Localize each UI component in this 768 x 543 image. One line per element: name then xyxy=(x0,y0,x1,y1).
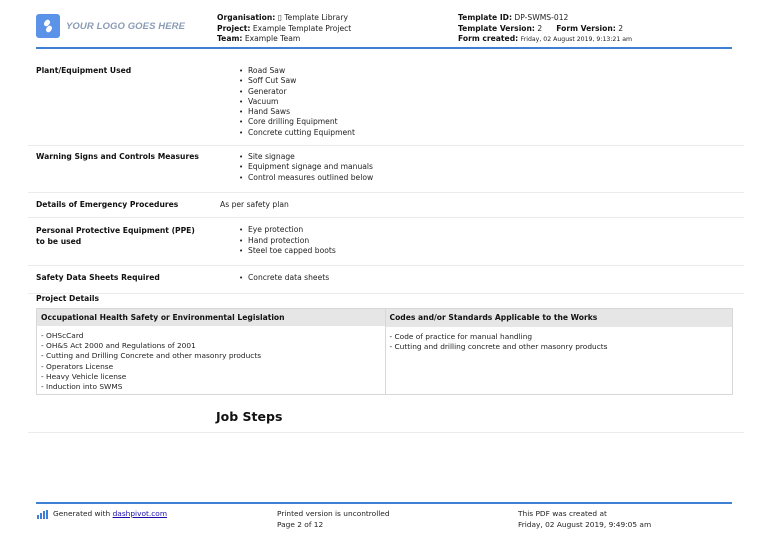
field-row-plant-equipment xyxy=(28,60,744,146)
list-item: - OH&S Act 2000 and Regulations of 2001 xyxy=(41,341,196,351)
organisation-value: ▯ Template Library xyxy=(277,13,348,22)
list-item: • Road Saw xyxy=(239,66,736,76)
column-body xyxy=(386,327,733,357)
list-item: • Steel toe capped boots xyxy=(239,246,736,256)
team-label: Team: xyxy=(217,34,243,43)
template-id-value: DP-SWMS-012 xyxy=(514,13,569,22)
codes-standards-column xyxy=(385,309,733,394)
template-id-line xyxy=(458,13,632,24)
list-item: • Core drilling Equipment xyxy=(239,117,736,127)
bullet-list xyxy=(220,152,736,183)
field-value xyxy=(220,66,736,138)
project-value: Example Template Project xyxy=(252,23,352,33)
column-header: Codes and/or Standards Applicable to the Works xyxy=(386,309,733,327)
list-item: - Code of practice for manual handling xyxy=(389,332,533,341)
swms-fields xyxy=(28,60,744,294)
project-details-table xyxy=(36,308,733,395)
list-item: • Equipment signage and manuals xyxy=(239,162,736,172)
column-body xyxy=(37,326,385,397)
list-item: • Concrete cutting Equipment xyxy=(239,128,736,138)
header-meta-right xyxy=(458,13,632,46)
company-logo xyxy=(36,14,185,38)
form-version-label: Form Version: xyxy=(556,23,616,33)
field-value xyxy=(220,152,736,183)
list-item: • Concrete data sheets xyxy=(239,273,736,283)
team-line xyxy=(217,34,351,45)
footer-pdf-created xyxy=(518,509,651,530)
bullet-list xyxy=(220,225,736,256)
team-value: Example Team xyxy=(244,34,301,43)
list-item: - Operators License xyxy=(41,361,114,371)
field-row-safety-data-sheets xyxy=(28,266,744,294)
dashpivot-bars-icon xyxy=(37,510,48,519)
field-value xyxy=(220,225,736,256)
pdf-created-label: This PDF was created at xyxy=(518,509,607,518)
field-row-ppe xyxy=(28,218,744,266)
dashpivot-link[interactable]: dashpivot.com xyxy=(112,509,168,518)
template-version-value: 2 xyxy=(537,23,543,33)
organisation-label: Organisation: xyxy=(217,13,276,22)
template-version-label: Template Version: xyxy=(458,23,535,33)
footer-generated xyxy=(37,509,167,520)
logo-text: YOUR LOGO GOES HERE xyxy=(66,20,186,32)
document-header xyxy=(0,0,768,50)
form-created-label: Form created: xyxy=(458,34,519,43)
list-item: - Induction into SWMS xyxy=(41,382,123,392)
pdf-created-value: Friday, 02 August 2019, 9:49:05 am xyxy=(518,519,652,529)
project-line xyxy=(217,24,351,35)
footer-divider xyxy=(36,502,732,504)
project-label: Project: xyxy=(217,23,251,33)
field-label xyxy=(36,225,220,256)
page-number: Page 2 of 12 xyxy=(277,519,324,529)
legislation-column xyxy=(37,309,385,394)
list-item: • Vacuum xyxy=(239,97,736,107)
form-created-value: Friday, 02 August 2019, 9:13:21 am xyxy=(520,36,633,43)
list-item: • Hand Saws xyxy=(239,107,736,117)
column-header: Occupational Health Safety or Environmental Legislation xyxy=(37,309,385,326)
bullet-list xyxy=(220,273,736,283)
list-item: - OHScCard xyxy=(41,331,84,340)
form-created-line xyxy=(458,34,632,46)
job-steps-divider xyxy=(28,432,744,433)
list-item: • Site signage xyxy=(239,152,736,162)
project-details-title: Project Details xyxy=(36,294,99,303)
list-item: • Generator xyxy=(239,87,736,97)
field-value: As per safety plan xyxy=(220,199,289,209)
version-line xyxy=(458,24,632,35)
field-label-line: Personal Protective Equipment (PPE) xyxy=(36,226,195,236)
job-steps-heading: Job Steps xyxy=(216,409,283,424)
logo-icon xyxy=(36,14,60,38)
footer-page-info xyxy=(277,509,390,530)
list-item: - Cutting and Drilling Concrete and other masonry products xyxy=(41,351,262,361)
list-item: - Heavy Vehicle license xyxy=(41,371,127,381)
list-item: • Soff Cut Saw xyxy=(239,76,736,86)
list-item: • Hand protection xyxy=(239,236,736,246)
field-row-emergency-procedures xyxy=(28,193,744,218)
field-value xyxy=(220,273,736,283)
bullet-list xyxy=(220,66,736,138)
field-row-warning-signs xyxy=(28,146,744,193)
organisation-line xyxy=(217,13,351,24)
form-version-value: 2 xyxy=(618,23,624,33)
list-item: - Cutting and drilling concrete and other masonry products xyxy=(389,342,608,352)
list-item: • Control measures outlined below xyxy=(239,173,736,183)
field-label: Plant/Equipment Used xyxy=(36,66,132,75)
uncontrolled-notice: Printed version is uncontrolled xyxy=(277,509,390,518)
field-label: Details of Emergency Procedures xyxy=(36,199,179,209)
header-divider xyxy=(36,47,732,49)
template-id-label: Template ID: xyxy=(458,13,512,22)
header-meta-left xyxy=(217,13,351,45)
field-label: Warning Signs and Controls Measures xyxy=(36,152,199,162)
field-label-line: to be used xyxy=(36,237,82,247)
field-label: Safety Data Sheets Required xyxy=(36,273,160,283)
list-item: • Eye protection xyxy=(239,225,736,235)
generated-prefix: Generated with xyxy=(53,509,113,518)
